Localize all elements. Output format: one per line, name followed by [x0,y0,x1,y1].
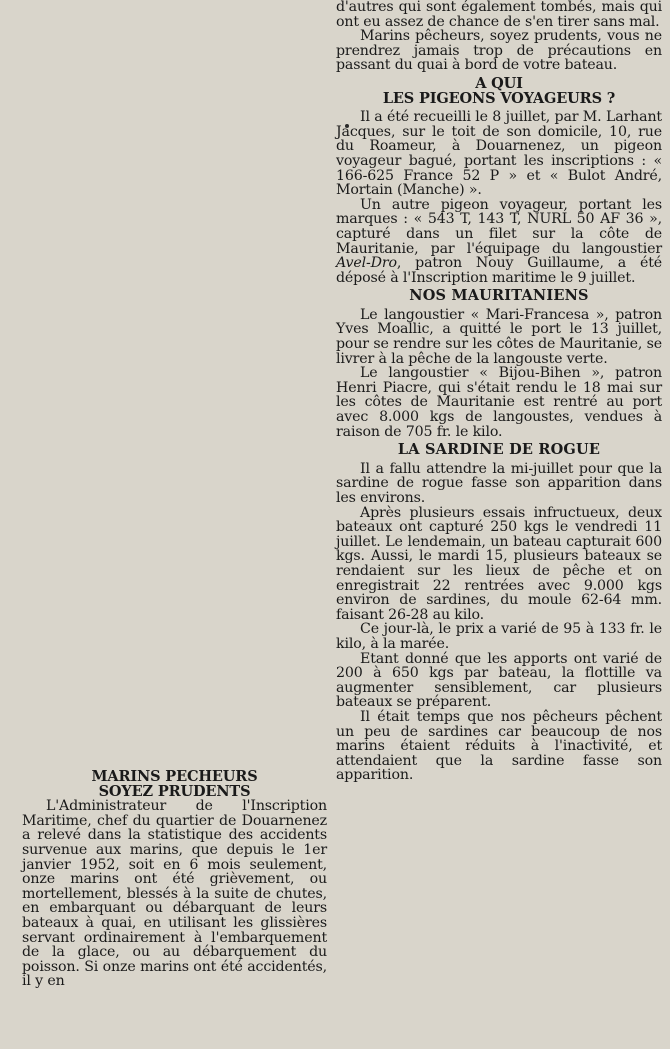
sardine-paragraph-4: Etant donné que les apports ont varié de 200 à 650 kgs par bateau, la flottille va augmenter sensiblement, car plusieurs bateaux se préparent. [336,650,662,711]
sardine-paragraph-5: Il était temps que nos pêcheurs pêchent un peu de sardines car beaucoup de nos marins étaient réduits à l'inactivité, et attendaient que la sardine fasse son apparition. [336,708,662,784]
left-article-title-line1: MARINS PECHEURS [91,768,258,785]
left-article-body: L'Administrateur de l'Inscription Maritime, chef du quartier de Douarnenez a relevé dans la statistique des accidents survenue aux marins, que depuis le 1er janvier 1952, soit en 6 mois seulement, onze marins ont été grièvement, ou mortellement, blessés à la suite de chutes, en embarquant ou débarquant de leurs bateaux à quai, en utilisant les glissières servant ordinairement à l'embarquement de la glace, ou au débarquement du poisson. Si onze marins ont été accidentés, il y en [22,798,327,990]
pigeons-paragraph-2-end: , patron Nouy Guillaume, a été déposé à l'Inscription maritime le 9 juillet. [336,255,662,286]
pigeons-paragraph-2-start: Un autre pigeon voyageur, portant les marques : « 543 T, 143 T, NURL 50 AF 36 », capturé dans un filet sur la côte de Mauritanie, par l'équipage du langoustier [336,196,662,257]
left-article [22,770,327,989]
boat-name-avel-dro: Avel-Dro [336,255,397,272]
continuation-paragraph-2: Marins pêcheurs, soyez prudents, vous ne prendrez jamais trop de précautions en passant du quai à bord de votre bateau. [336,28,662,74]
mauritaniens-paragraph-1: Le langoustier « Mari-Francesa », patron Yves Moallic, a quitté le port le 13 juillet, pour se rendre sur les côtes de Mauritanie, se livrer à la pêche de la langouste verte. [336,306,662,367]
right-column [336,0,662,783]
continuation-paragraph-1: d'autres qui sont également tombés, mais qui ont eu assez de chance de s'en tirer sans mal. [336,0,662,30]
pigeons-paragraph-1: Il a été recueilli le 8 juillet, par M. Larhant Jacques, sur le toit de son domicile, 10, rue du Roameur, à Douarnenez, un pigeon voyageur bagué, portant les inscriptions : « 166-625 France 52 P » et « Bulot André, Mortain (Manche) ». [336,109,662,199]
pigeons-title-line1: A QUI [475,74,523,92]
pigeons-paragraph-2 [336,198,662,286]
sardine-paragraph-3: Ce jour-là, le prix a varié de 95 à 133 fr. le kilo, à la marée. [336,621,662,652]
sardine-title: LA SARDINE DE ROGUE [397,441,601,459]
sardine-paragraph-2: Après plusieurs essais infructueux, deux bateaux ont capturé 250 kgs le vendredi 11 juillet. Le lendemain, un bateau capturait 600 kgs. Aussi, le mardi 15, plusieurs bateaux se rendaient sur les lieux de pêche et on enregistrait 22 rentrées avec 9.000 kgs environ de sardines, du moule 62-64 mm. faisant 26-28 au kilo. [336,504,662,623]
mauritaniens-title: NOS MAURITANIENS [409,287,589,305]
pigeons-headline [336,74,662,107]
pigeons-title-line2: LES PIGEONS VOYAGEURS ? [382,89,616,107]
left-article-title-line2: SOYEZ PRUDENTS [98,782,251,800]
mauritaniens-paragraph-2: Le langoustier « Bijou-Bihen », patron Henri Piacre, qui s'était rendu le 18 mai sur les côtes de Mauritanie est rentré au port avec 8.000 kgs de langoustes, vendues à raison de 705 fr. le kilo. [336,365,662,440]
sardine-paragraph-1: Il a fallu attendre la mi-juillet pour que la sardine de rogue fasse son apparition dans les environs. [336,460,662,506]
